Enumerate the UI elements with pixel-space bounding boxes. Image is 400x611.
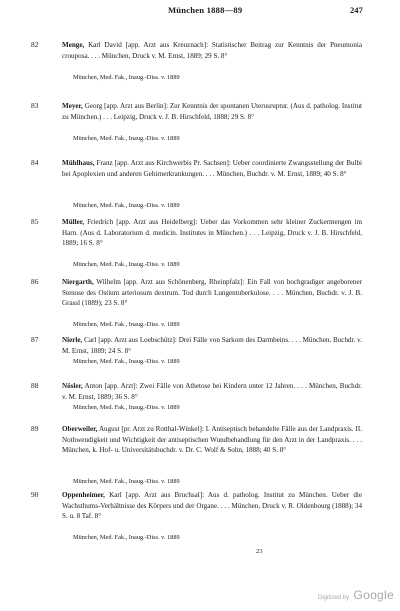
entry-note: München, Med. Fak., Inaug.-Diss. v. 1889 bbox=[73, 202, 180, 209]
author-name: Nierle, bbox=[62, 336, 83, 344]
entry-body bbox=[62, 277, 362, 309]
entry-note: München, Med. Fak., Inaug.-Diss. v. 1889 bbox=[73, 321, 180, 328]
entry-body bbox=[62, 101, 362, 122]
entry-number: 85 bbox=[31, 217, 39, 226]
entry-note: München, Med. Fak., Inaug.-Diss. v. 1889 bbox=[73, 135, 180, 142]
watermark-brand: Google bbox=[353, 588, 394, 602]
signature-mark: 23 bbox=[256, 548, 263, 555]
entry-text: August [pr. Arzt zu Rotthal-Winkel]: I. Antiseptisch behandelte Fälle aus der Landpraxis. II. Nothwendigkeit und Wichtigkeit der antiseptischen Wundbehandlung für den Arzt in der Landpraxis. . . . München, k. Hof- u. Universitätsbuchdr. v. Dr. C. Wolf & Sohn, 1888; 40 S. 8° bbox=[62, 425, 362, 454]
entry-number: 90 bbox=[31, 490, 39, 499]
entry-body bbox=[62, 217, 362, 249]
entry-note: München, Med. Fak., Inaug.-Diss. v. 1889 bbox=[73, 358, 180, 365]
entry-body bbox=[62, 424, 362, 456]
author-name: Nösler, bbox=[62, 382, 83, 390]
author-name: Oppenheimer, bbox=[62, 491, 105, 499]
entry-note: München, Med. Fak., Inaug.-Diss. v. 1889 bbox=[73, 261, 180, 268]
author-name: Mühlhaus, bbox=[62, 159, 95, 167]
entry-text: Friedrich [app. Arzt aus Heidelberg]: Ueber das Vorkommen sehr kleiner Zuckermengen im Harn. (Aus d. Laboratorium d. medicin. Institutes in München.) . . . Leipzig, Druck v. J. B. Hirschfeld, 1889; 16 S. 8° bbox=[62, 218, 362, 247]
entry-body bbox=[62, 40, 362, 61]
page-number: 247 bbox=[350, 5, 363, 15]
entry-body bbox=[62, 335, 362, 356]
entry-number: 89 bbox=[31, 424, 39, 433]
entry-body bbox=[62, 381, 362, 402]
entry-number: 84 bbox=[31, 158, 39, 167]
author-name: Menge, bbox=[62, 41, 85, 49]
entry-note: München, Med. Fak., Inaug.-Diss. v. 1889 bbox=[73, 404, 180, 411]
entry-number: 82 bbox=[31, 40, 39, 49]
entry-text: Karl [app. Arzt aus Bruchsal]: Aus d. patholog. Institut zu München. Ueber die Wachsthums-Verhältnisse des Körpers und der Organe. . . . München, Druck v. R. Oldenbourg (1888); 34 S. u. 8 Taf. 8° bbox=[62, 491, 362, 520]
entry-number: 87 bbox=[31, 335, 39, 344]
entry-text: Anton [app. Arzt]: Zwei Fälle von Athetose bei Kindern unter 12 Jahren. . . . München, Buchdr. v. M. Ernst, 1889; 36 S. 8° bbox=[62, 382, 362, 401]
entry-body bbox=[62, 490, 362, 522]
author-name: Meyer, bbox=[62, 102, 83, 110]
header-title: München 1888—89 bbox=[168, 5, 243, 15]
entry-number: 88 bbox=[31, 381, 39, 390]
entry-number: 86 bbox=[31, 277, 39, 286]
entry-note: München, Med. Fak., Inaug.-Diss. v. 1889 bbox=[73, 74, 180, 81]
author-name: Müller, bbox=[62, 218, 85, 226]
watermark-prefix: Digitized by bbox=[318, 595, 350, 601]
author-name: Niergarth, bbox=[62, 278, 94, 286]
author-name: Oberweiler, bbox=[62, 425, 98, 433]
running-header bbox=[0, 5, 400, 17]
entry-number: 83 bbox=[31, 101, 39, 110]
entry-text: Franz [app. Arzt aus Kirchwerbis Pr. Sachsen]: Ueber coordinierte Zwangsstellung der Bulbi bei Apoplexien und anderen Gehirnerkrankungen. . . . München, Buchdr. v. M. Ernst, 1889; 40 S. 8° bbox=[62, 159, 362, 178]
digitized-watermark bbox=[318, 586, 394, 604]
entry-text: Carl [app. Arzt aus Loebschütz]: Drei Fälle von Sarkom des Darmbeins. . . . München, Buchdr. v. M. Ernst, 1889; 24 S. 8° bbox=[62, 336, 362, 355]
entry-note: München, Med. Fak., Inaug.-Diss. v. 1889 bbox=[73, 534, 180, 541]
entry-text: Karl David [app. Arzt aus Kreuznach]: Statistischer Beitrag zur Kenntnis der Pneumonia crouposa. . . . München, Druck v. M. Ernst, 1889; 29 S. 8° bbox=[62, 41, 362, 60]
entry-body bbox=[62, 158, 362, 179]
entry-text: Wilhelm [app. Arzt aus Schönenberg, Rheinpfalz]: Ein Fall von hochgradiger angeborener Stenose des Ostium arteriosum dextrum. Tod durch Lungentuberkulose. . . . München, Buchdr. v. J. B. Grassl (1889); 23 S. 8° bbox=[62, 278, 362, 307]
entry-text: Georg [app. Arzt aus Berlin]: Zur Kenntnis der spontanen Uterusruptur. (Aus d. patholog. Institut zu München.) . . . Leipzig, Druck v. J. B. Hirschfeld, 1888; 29 S. 8° bbox=[62, 102, 362, 121]
entry-note: München, Med. Fak., Inaug.-Diss. v. 1889 bbox=[73, 478, 180, 485]
